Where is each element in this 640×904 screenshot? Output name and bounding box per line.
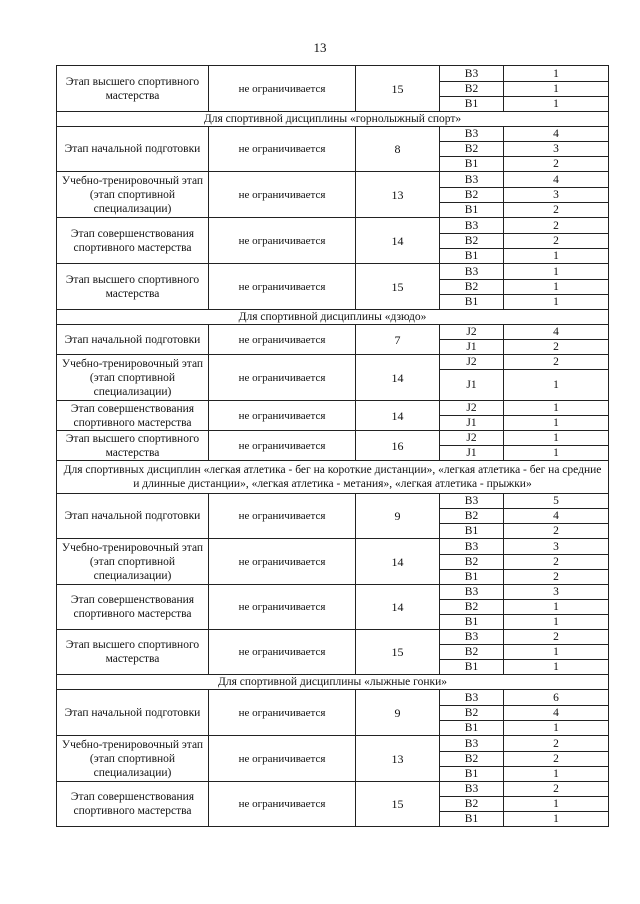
- table-row: [57, 494, 609, 509]
- rank-cell: В2: [440, 142, 504, 157]
- duration-limit-cell: не ограничивается: [209, 736, 356, 782]
- stage-name-cell: Этап совершенствования спортивного мастерства: [57, 782, 209, 827]
- table-row: [57, 630, 609, 645]
- stage-name-cell: Этап совершенствования спортивного мастерства: [57, 585, 209, 630]
- rank-cell: В2: [440, 82, 504, 97]
- table-row: [57, 325, 609, 340]
- duration-limit-cell: не ограничивается: [209, 66, 356, 112]
- duration-limit-cell: не ограничивается: [209, 585, 356, 630]
- table-row: [57, 539, 609, 555]
- table-row: [57, 690, 609, 706]
- count-cell: 2: [504, 355, 609, 370]
- min-age-cell: 14: [356, 539, 440, 585]
- rank-cell: В2: [440, 752, 504, 767]
- min-age-cell: 8: [356, 127, 440, 172]
- count-cell: 2: [504, 157, 609, 172]
- rank-cell: В3: [440, 585, 504, 600]
- table-row: [57, 172, 609, 188]
- min-age-cell: 13: [356, 736, 440, 782]
- count-cell: 1: [504, 767, 609, 782]
- section-header: Для спортивной дисциплины «лыжные гонки»: [57, 675, 609, 690]
- rank-cell: J2: [440, 401, 504, 416]
- rank-cell: В1: [440, 157, 504, 172]
- count-cell: 2: [504, 752, 609, 767]
- duration-limit-cell: не ограничивается: [209, 494, 356, 539]
- rank-cell: В2: [440, 706, 504, 721]
- stage-name-cell: Этап высшего спортивного мастерства: [57, 630, 209, 675]
- section-header: Для спортивной дисциплины «дзюдо»: [57, 310, 609, 325]
- stage-name-cell: Этап высшего спортивного мастерства: [57, 264, 209, 310]
- count-cell: 1: [504, 721, 609, 736]
- rank-cell: В1: [440, 524, 504, 539]
- rank-cell: В3: [440, 539, 504, 555]
- rank-cell: В2: [440, 234, 504, 249]
- min-age-cell: 9: [356, 690, 440, 736]
- count-cell: 2: [504, 782, 609, 797]
- stage-name-cell: Учебно-тренировочный этап (этап спортивной специализации): [57, 355, 209, 401]
- count-cell: 2: [504, 736, 609, 752]
- rank-cell: В1: [440, 615, 504, 630]
- rank-cell: В3: [440, 782, 504, 797]
- rank-cell: В1: [440, 812, 504, 827]
- count-cell: 2: [504, 630, 609, 645]
- stage-name-cell: Этап начальной подготовки: [57, 127, 209, 172]
- count-cell: 1: [504, 431, 609, 446]
- standards-table-container: [56, 65, 608, 827]
- rank-cell: J2: [440, 325, 504, 340]
- count-cell: 1: [504, 645, 609, 660]
- rank-cell: J1: [440, 416, 504, 431]
- min-age-cell: 14: [356, 401, 440, 431]
- stage-name-cell: Этап совершенствования спортивного мастерства: [57, 218, 209, 264]
- min-age-cell: 13: [356, 172, 440, 218]
- table-row: [57, 401, 609, 416]
- rank-cell: В3: [440, 218, 504, 234]
- rank-cell: В3: [440, 736, 504, 752]
- min-age-cell: 15: [356, 630, 440, 675]
- duration-limit-cell: не ограничивается: [209, 264, 356, 310]
- count-cell: 1: [504, 97, 609, 112]
- rank-cell: В1: [440, 249, 504, 264]
- stage-name-cell: Этап высшего спортивного мастерства: [57, 431, 209, 461]
- count-cell: 1: [504, 66, 609, 82]
- rank-cell: В2: [440, 509, 504, 524]
- count-cell: 2: [504, 203, 609, 218]
- rank-cell: В1: [440, 97, 504, 112]
- count-cell: 1: [504, 416, 609, 431]
- count-cell: 1: [504, 660, 609, 675]
- rank-cell: В1: [440, 203, 504, 218]
- table-row: [57, 66, 609, 82]
- duration-limit-cell: не ограничивается: [209, 782, 356, 827]
- stage-name-cell: Учебно-тренировочный этап (этап спортивной специализации): [57, 736, 209, 782]
- table-row: [57, 218, 609, 234]
- section-header-row: [57, 675, 609, 690]
- rank-cell: В3: [440, 127, 504, 142]
- rank-cell: J1: [440, 370, 504, 401]
- section-header-row: [57, 112, 609, 127]
- duration-limit-cell: не ограничивается: [209, 172, 356, 218]
- count-cell: 4: [504, 127, 609, 142]
- rank-cell: В3: [440, 66, 504, 82]
- table-row: [57, 127, 609, 142]
- duration-limit-cell: не ограничивается: [209, 401, 356, 431]
- stage-name-cell: Учебно-тренировочный этап (этап спортивной специализации): [57, 539, 209, 585]
- rank-cell: В1: [440, 767, 504, 782]
- rank-cell: В2: [440, 555, 504, 570]
- rank-cell: В2: [440, 600, 504, 615]
- duration-limit-cell: не ограничивается: [209, 630, 356, 675]
- count-cell: 1: [504, 797, 609, 812]
- rank-cell: В2: [440, 797, 504, 812]
- rank-cell: J2: [440, 355, 504, 370]
- rank-cell: В1: [440, 570, 504, 585]
- count-cell: 2: [504, 234, 609, 249]
- rank-cell: В3: [440, 630, 504, 645]
- rank-cell: J2: [440, 431, 504, 446]
- section-header: Для спортивных дисциплин «легкая атлетика - бег на короткие дистанции», «легкая атлетика - бег на средние и длинные дистанции», «легкая атлетика - метания», «легкая атлетика - прыжки»: [57, 461, 609, 494]
- count-cell: 1: [504, 280, 609, 295]
- table-row: [57, 264, 609, 280]
- rank-cell: В3: [440, 172, 504, 188]
- count-cell: 2: [504, 218, 609, 234]
- rank-cell: В3: [440, 264, 504, 280]
- rank-cell: В1: [440, 660, 504, 675]
- count-cell: 3: [504, 539, 609, 555]
- min-age-cell: 15: [356, 264, 440, 310]
- stage-name-cell: Учебно-тренировочный этап (этап спортивной специализации): [57, 172, 209, 218]
- min-age-cell: 16: [356, 431, 440, 461]
- rank-cell: В2: [440, 188, 504, 203]
- section-header-row: [57, 310, 609, 325]
- count-cell: 1: [504, 600, 609, 615]
- stage-name-cell: Этап начальной подготовки: [57, 690, 209, 736]
- rank-cell: В1: [440, 721, 504, 736]
- count-cell: 1: [504, 615, 609, 630]
- table-row: [57, 431, 609, 446]
- section-header: Для спортивной дисциплины «горнолыжный спорт»: [57, 112, 609, 127]
- min-age-cell: 14: [356, 355, 440, 401]
- duration-limit-cell: не ограничивается: [209, 539, 356, 585]
- page-number: 13: [313, 40, 327, 55]
- count-cell: 1: [504, 812, 609, 827]
- duration-limit-cell: не ограничивается: [209, 218, 356, 264]
- rank-cell: В2: [440, 280, 504, 295]
- rank-cell: В3: [440, 690, 504, 706]
- count-cell: 1: [504, 401, 609, 416]
- min-age-cell: 15: [356, 782, 440, 827]
- count-cell: 2: [504, 555, 609, 570]
- count-cell: 1: [504, 446, 609, 461]
- count-cell: 1: [504, 82, 609, 97]
- count-cell: 5: [504, 494, 609, 509]
- count-cell: 6: [504, 690, 609, 706]
- min-age-cell: 7: [356, 325, 440, 355]
- count-cell: 4: [504, 325, 609, 340]
- stage-name-cell: Этап начальной подготовки: [57, 494, 209, 539]
- count-cell: 3: [504, 585, 609, 600]
- rank-cell: В3: [440, 494, 504, 509]
- stage-name-cell: Этап совершенствования спортивного мастерства: [57, 401, 209, 431]
- count-cell: 1: [504, 370, 609, 401]
- duration-limit-cell: не ограничивается: [209, 431, 356, 461]
- count-cell: 3: [504, 142, 609, 157]
- standards-table: [56, 65, 609, 827]
- count-cell: 2: [504, 524, 609, 539]
- count-cell: 1: [504, 249, 609, 264]
- duration-limit-cell: не ограничивается: [209, 355, 356, 401]
- duration-limit-cell: не ограничивается: [209, 127, 356, 172]
- count-cell: 3: [504, 188, 609, 203]
- count-cell: 4: [504, 706, 609, 721]
- table-row: [57, 782, 609, 797]
- min-age-cell: 14: [356, 585, 440, 630]
- rank-cell: J1: [440, 340, 504, 355]
- count-cell: 4: [504, 509, 609, 524]
- count-cell: 2: [504, 340, 609, 355]
- table-row: [57, 736, 609, 752]
- count-cell: 2: [504, 570, 609, 585]
- rank-cell: В1: [440, 295, 504, 310]
- table-row: [57, 585, 609, 600]
- rank-cell: J1: [440, 446, 504, 461]
- section-header-row: [57, 461, 609, 494]
- duration-limit-cell: не ограничивается: [209, 325, 356, 355]
- count-cell: 4: [504, 172, 609, 188]
- duration-limit-cell: не ограничивается: [209, 690, 356, 736]
- rank-cell: В2: [440, 645, 504, 660]
- min-age-cell: 9: [356, 494, 440, 539]
- min-age-cell: 15: [356, 66, 440, 112]
- table-row: [57, 355, 609, 370]
- count-cell: 1: [504, 295, 609, 310]
- stage-name-cell: Этап высшего спортивного мастерства: [57, 66, 209, 112]
- count-cell: 1: [504, 264, 609, 280]
- stage-name-cell: Этап начальной подготовки: [57, 325, 209, 355]
- min-age-cell: 14: [356, 218, 440, 264]
